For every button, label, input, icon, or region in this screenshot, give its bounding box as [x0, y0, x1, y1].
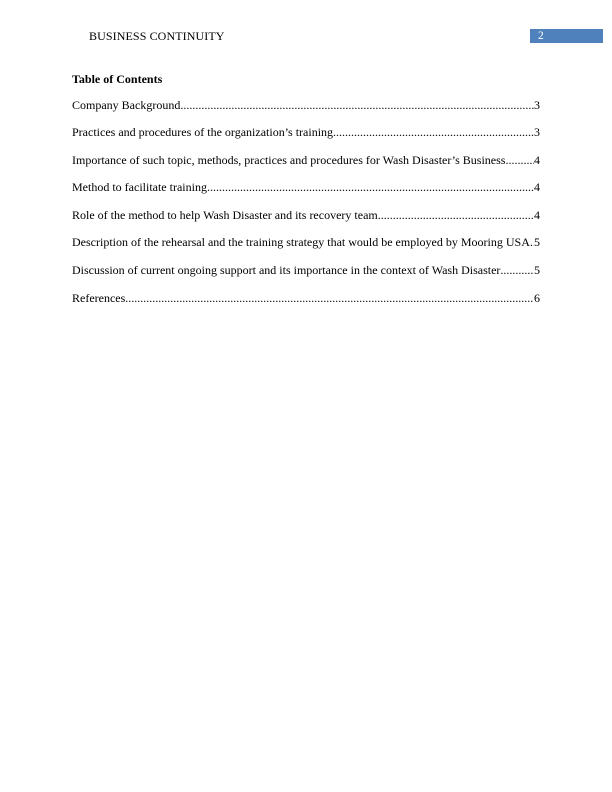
- toc-dot-leader: [505, 153, 534, 168]
- toc-entry-page: 5: [534, 263, 540, 277]
- toc-entry-method-to-facilitate[interactable]: [72, 180, 540, 195]
- toc-entry-page: 4: [534, 180, 540, 194]
- toc-entry-label: Description of the rehearsal and the training strategy that would be employed by Mooring USA: [72, 235, 530, 249]
- toc-entry-practices-procedures[interactable]: [72, 125, 540, 140]
- toc-entry-label: Importance of such topic, methods, practices and procedures for Wash Disaster’s Business: [72, 153, 506, 167]
- toc-dot-leader: [500, 263, 534, 278]
- toc-dot-leader: [333, 125, 534, 140]
- toc-entry-company-background[interactable]: [72, 98, 540, 113]
- toc-entry-label: Practices and procedures of the organization’s training: [72, 125, 334, 139]
- toc-entry-page: 4: [534, 208, 540, 222]
- toc-entry-ongoing-support[interactable]: [72, 263, 540, 278]
- toc-entry-page: 3: [534, 98, 540, 112]
- toc-entry-page: 5: [534, 235, 540, 249]
- toc-entry-role-of-method[interactable]: [72, 208, 540, 223]
- toc-dot-leader: [207, 180, 534, 195]
- toc-entry-rehearsal-description[interactable]: [72, 235, 540, 250]
- toc-heading: Table of Contents: [72, 72, 163, 86]
- toc-entry-importance[interactable]: [72, 153, 540, 168]
- toc-entry-label: Role of the method to help Wash Disaster and its recovery team: [72, 208, 378, 222]
- toc-entry-label: Company Background: [72, 98, 181, 112]
- toc-entry-page: 3: [534, 125, 540, 139]
- page-number: 2: [538, 30, 544, 42]
- running-head-title: BUSINESS CONTINUITY: [89, 29, 225, 43]
- page-number-badge: [530, 29, 603, 43]
- toc-dot-leader: [378, 208, 534, 223]
- toc-entry-references[interactable]: [72, 291, 540, 306]
- toc-entry-page: 4: [534, 153, 540, 167]
- toc-dot-leader: [180, 98, 534, 113]
- toc-entry-page: 6: [534, 291, 540, 305]
- toc-dot-leader: [125, 291, 534, 306]
- toc-entry-label: Discussion of current ongoing support and its importance in the context of Wash Disaster: [72, 263, 501, 277]
- toc-entry-label: References: [72, 291, 126, 305]
- toc-entry-label: Method to facilitate training: [72, 180, 207, 194]
